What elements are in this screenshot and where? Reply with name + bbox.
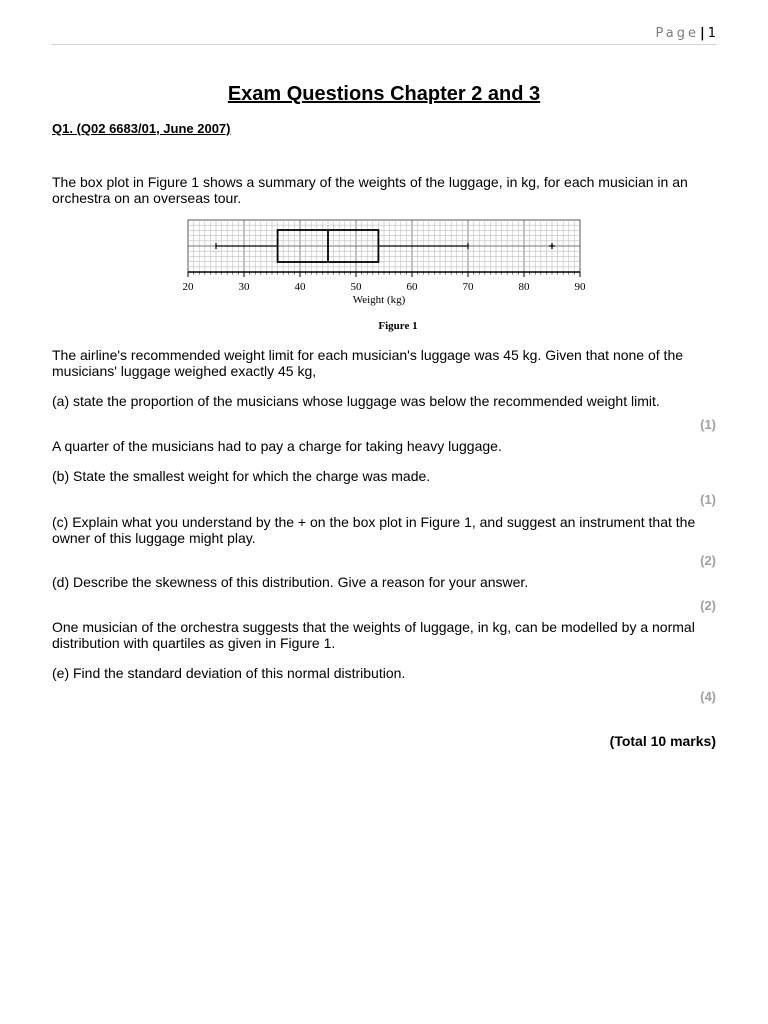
tick-label: 80 <box>518 281 530 293</box>
part-c-text: (c) Explain what you understand by the + on the box plot in Figure 1, and suggest an instrument that the owner of this luggage might play. <box>52 514 696 546</box>
part-b-marks: (1) <box>700 492 716 507</box>
question-reference: Q1. (Q02 6683/01, June 2007) <box>52 121 231 136</box>
intro-paragraph: The box plot in Figure 1 shows a summary of the weights of the luggage, in kg, for each musician in an orchestra on an overseas tour. <box>52 174 688 206</box>
box-plot-figure <box>180 214 600 309</box>
page-word: Page <box>655 26 699 41</box>
tick-label: 20 <box>182 281 194 293</box>
total-marks: (Total 10 marks) <box>609 733 716 749</box>
page-separator: | <box>699 26 705 41</box>
part-b-text: (b) State the smallest weight for which the charge was made. <box>52 468 431 484</box>
part-c-marks: (2) <box>700 553 716 568</box>
tick-label: 30 <box>238 281 250 293</box>
part-d-text: (d) Describe the skewness of this distribution. Give a reason for your answer. <box>52 574 529 590</box>
part-a-marks: (1) <box>700 417 716 432</box>
tick-label: 40 <box>294 281 306 293</box>
tick-label: 50 <box>350 281 362 293</box>
limit-paragraph: The airline's recommended weight limit for each musician's luggage was 45 kg. Given that none of the musicians' luggage weighed exactly 45 kg, <box>52 347 684 379</box>
part-e-text: (e) Find the standard deviation of this normal distribution. <box>52 665 406 681</box>
normal-paragraph: One musician of the orchestra suggests that the weights of luggage, in kg, can be modelled by a normal distribution with quartiles as given in Figure 1. <box>52 619 695 651</box>
part-a-text: (a) state the proportion of the musicians whose luggage was below the recommended weight limit. <box>52 393 660 409</box>
tick-label: 90 <box>574 281 586 293</box>
quarter-paragraph: A quarter of the musicians had to pay a charge for taking heavy luggage. <box>52 438 502 454</box>
page-number: 1 <box>707 26 716 41</box>
part-d-marks: (2) <box>700 598 716 613</box>
x-axis-label: Weight (kg) <box>352 294 406 306</box>
page-title: Exam Questions Chapter 2 and 3 <box>227 83 541 105</box>
page-header <box>52 26 716 45</box>
part-e-marks: (4) <box>700 689 716 704</box>
figure-caption: Figure 1 <box>378 320 418 332</box>
tick-label: 70 <box>462 281 474 293</box>
tick-label: 60 <box>406 281 418 293</box>
